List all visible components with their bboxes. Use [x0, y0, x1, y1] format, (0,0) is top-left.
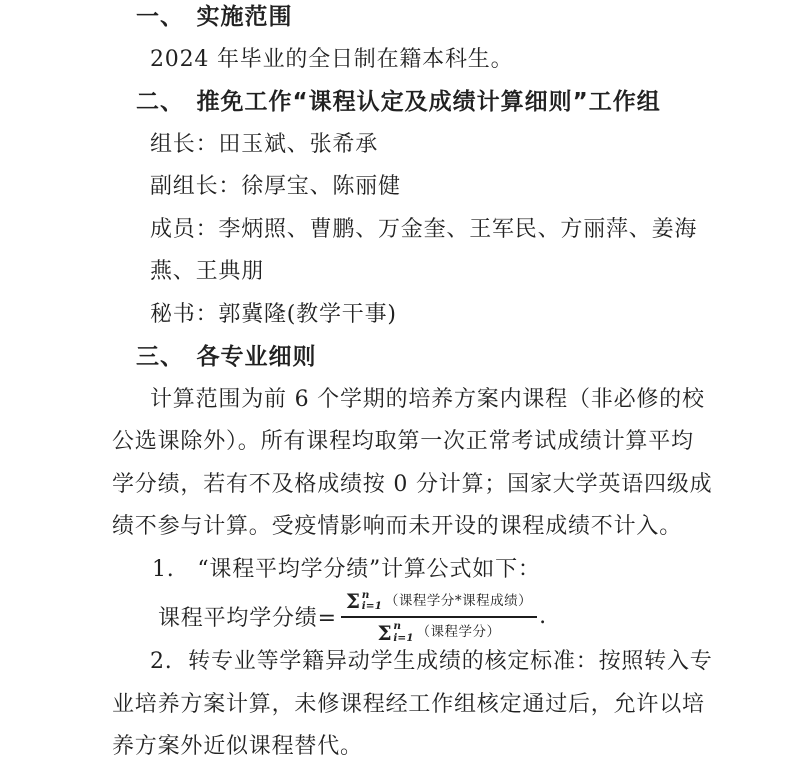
- group-secretary-line: 秘书：郭冀隆(教学干事): [150, 301, 397, 327]
- formula-fraction: [341, 587, 537, 647]
- group-members-continuation-line: 燕、王典朋: [150, 259, 265, 284]
- sum-upper-limit: n: [393, 620, 402, 632]
- sigma-icon: Σ: [345, 589, 361, 614]
- rule2-line-1: 2. 转专业等学籍异动学生成绩的核定标准：按照转入专: [150, 649, 713, 674]
- denominator-text: （课程学分）: [416, 623, 501, 640]
- formula-period: .: [539, 603, 547, 629]
- sum-upper-limit: n: [361, 588, 370, 601]
- fraction-numerator: [341, 587, 537, 618]
- sum-symbol-denominator: [377, 621, 416, 644]
- sum-limits: [393, 621, 413, 644]
- group-members-line: 成员：李炳照、曹鹏、万金奎、王军民、方丽萍、姜海: [150, 216, 698, 242]
- sum-limits: [362, 590, 382, 613]
- sigma-icon: Σ: [377, 620, 393, 645]
- section-heading-3: 三、 各专业细则: [136, 344, 317, 370]
- numerator-text: （课程学分*课程成绩）: [384, 592, 533, 609]
- formula-lhs: 课程平均学分绩=: [158, 605, 337, 631]
- rule2-line-3: 养方案外近似课程替代。: [112, 734, 363, 759]
- fraction-denominator: [372, 618, 505, 647]
- calc-scope-line-1: 计算范围为前 6 个学期的培养方案内课程（非必修的校: [150, 386, 705, 412]
- calc-scope-line-3: 学分绩，若有不及格成绩按 0 分计算；国家大学英语四级成: [112, 471, 713, 497]
- scope-text: 2024 年毕业的全日制在籍本科生。: [150, 46, 514, 72]
- calc-scope-line-4: 绩不参与计算。受疫情影响而未开设的课程成绩不计入。: [112, 514, 683, 539]
- section-heading-1: 一、 实施范围: [136, 4, 293, 30]
- group-leader-line: 组长：田玉斌、张希承: [150, 131, 379, 157]
- sum-lower-limit: i=1: [361, 600, 382, 613]
- gpa-formula: [112, 588, 684, 645]
- formula-intro-line: 1. “课程平均学分绩”计算公式如下：: [152, 556, 541, 582]
- rule2-line-2: 业培养方案计算，未修课程经工作组核定通过后，允许以培: [112, 691, 705, 717]
- section-heading-2: 二、 推免工作“课程认定及成绩计算细则”工作组: [136, 89, 661, 115]
- sum-symbol-numerator: [346, 590, 385, 613]
- calc-scope-line-2: 公选课除外）。所有课程均取第一次正常考试成绩计算平均: [112, 429, 694, 454]
- sum-lower-limit: i=1: [393, 631, 414, 644]
- group-deputy-leader-line: 副组长：徐厚宝、陈丽健: [150, 174, 401, 199]
